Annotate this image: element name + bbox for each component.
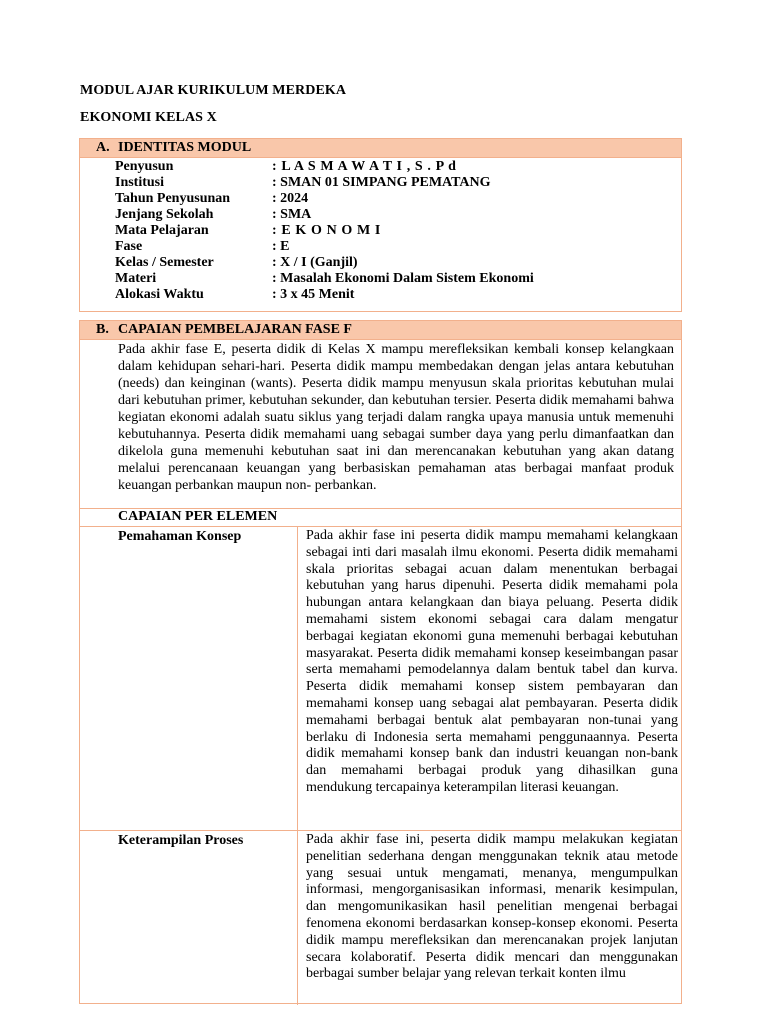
section-b-number: B. <box>96 322 109 337</box>
identity-label: Materi <box>115 271 157 286</box>
capaian-pembelajaran-section <box>79 320 682 1004</box>
identity-label: Penyusun <box>115 159 174 174</box>
capaian-paragraph: Pada akhir fase E, peserta didik di Kelas X mampu merefleksikan kembali konsep kelangkaan dalam kehidupan sehari-hari. Peserta didik mampu membedakan dengan jelas antara kebutuhan (needs) dan keinginan (wants). Peserta didik mampu menyusun skala prioritas kebutuhan mulai dari kebutuhan primer, kebutuhan sekunder, dan kebutuhan tersier. Peserta didik memahami bahwa kegiatan ekonomi adalah suatu siklus yang terjadi dalam rangka upaya manusia untuk memenuhi kebutuhannya. Peserta didik memahami uang sebagai sumber daya yang perlu dimanfaatkan dan dikelola guna memenuhi kebutuhan saat ini dan merencanakan kebutuhan yang akan datang melalui perencanaan keuangan yang berbasiskan pemahaman atas berbagai manfaat produk keuangan perbankan maupun non- perbankan. <box>118 342 674 493</box>
section-a-heading: IDENTITAS MODUL <box>118 140 252 155</box>
column-divider <box>297 526 298 1005</box>
document-title: MODUL AJAR KURIKULUM MERDEKA <box>80 83 347 98</box>
element-label-pemahaman-konsep: Pemahaman Konsep <box>118 529 242 544</box>
identity-row-fase <box>115 239 655 255</box>
identity-value: : X / I (Ganjil) <box>272 255 358 270</box>
row-divider <box>80 526 681 527</box>
document-subtitle: EKONOMI KELAS X <box>80 110 217 125</box>
identity-row-kelas <box>115 255 655 271</box>
identity-value: : E <box>272 239 290 254</box>
section-b-heading: CAPAIAN PEMBELAJARAN FASE F <box>118 322 352 337</box>
section-b-header <box>80 321 681 340</box>
identity-row-jenjang <box>115 207 655 223</box>
element-text-pemahaman-konsep: Pada akhir fase ini peserta didik mampu memahami kelangkaan sebagai inti dari masalah ilmu ekonomi. Peserta didik memahami skala prioritas sebagai acuan dalam menentukan berbagai kebutuhan yang harus dipenuhi. Peserta didik memahami pola hubungan antara kelangkaan dan biaya peluang. Peserta didik memahami sistem ekonomi sebagai cara dalam mengatur berbagai kegiatan ekonomi guna memenuhi berbagai kebutuhan masyarakat. Peserta didik memahami konsep keseimbangan pasar serta memahami pemodelannya dalam bentuk tabel dan kurva. Peserta didik memahami konsep sistem pembayaran dan memahami konsep uang sebagai alat pembayaran. Peserta didik memahami berbagai bentuk alat pembayaran non-tunai yang berlaku di Indonesia serta memahami penggunaannya. Peserta didik memahami konsep bank dan industri keuangan non-bank dan memahami berbagai produk yang dihasilkan guna mendukung tercapainya keterampilan literasi keuangan. <box>306 528 678 795</box>
identity-value: : L A S M A W A T I , S . P d <box>272 159 457 174</box>
identitas-modul-section <box>79 138 682 312</box>
element-label-keterampilan-proses: Keterampilan Proses <box>118 833 244 848</box>
identity-value: : SMAN 01 SIMPANG PEMATANG <box>272 175 491 190</box>
per-elemen-heading: CAPAIAN PER ELEMEN <box>118 509 278 524</box>
identity-label: Jenjang Sekolah <box>115 207 214 222</box>
identity-label: Fase <box>115 239 143 254</box>
identity-label: Tahun Penyusunan <box>115 191 231 206</box>
identity-row-alokasi <box>115 287 655 303</box>
identity-label: Institusi <box>115 175 165 190</box>
identity-value: : 3 x 45 Menit <box>272 287 355 302</box>
identity-label: Kelas / Semester <box>115 255 214 270</box>
row-divider <box>80 830 681 831</box>
section-a-header <box>80 139 681 158</box>
section-a-number: A. <box>96 140 110 155</box>
identity-label: Mata Pelajaran <box>115 223 209 238</box>
identity-table <box>115 159 655 303</box>
identity-row-mapel <box>115 223 655 239</box>
identity-row-institusi <box>115 175 655 191</box>
identity-row-tahun <box>115 191 655 207</box>
identity-value: : E K O N O M I <box>272 223 381 238</box>
identity-row-materi <box>115 271 655 287</box>
identity-value: : Masalah Ekonomi Dalam Sistem Ekonomi <box>272 271 534 286</box>
identity-label: Alokasi Waktu <box>115 287 204 302</box>
identity-value: : SMA <box>272 207 312 222</box>
identity-row-penyusun <box>115 159 655 175</box>
identity-value: : 2024 <box>272 191 309 206</box>
element-text-keterampilan-proses: Pada akhir fase ini, peserta didik mampu melakukan kegiatan penelitian sederhana dengan menggunakan teknik atau metode yang sesuai untuk mengamati, menanya, mengumpulkan informasi, mengorganisasikan informasi, menarik kesimpulan, dan mengomunikasikan hasil penelitian mengenai berbagai fenomena ekonomi berdasarkan konsep-konsep ekonomi. Peserta didik mampu merefleksikan dan merencanakan projek lanjutan secara kolaboratif. Peserta didik mencari dan menggunakan berbagai sumber belajar yang relevan terkait konten ilmu <box>306 832 678 982</box>
